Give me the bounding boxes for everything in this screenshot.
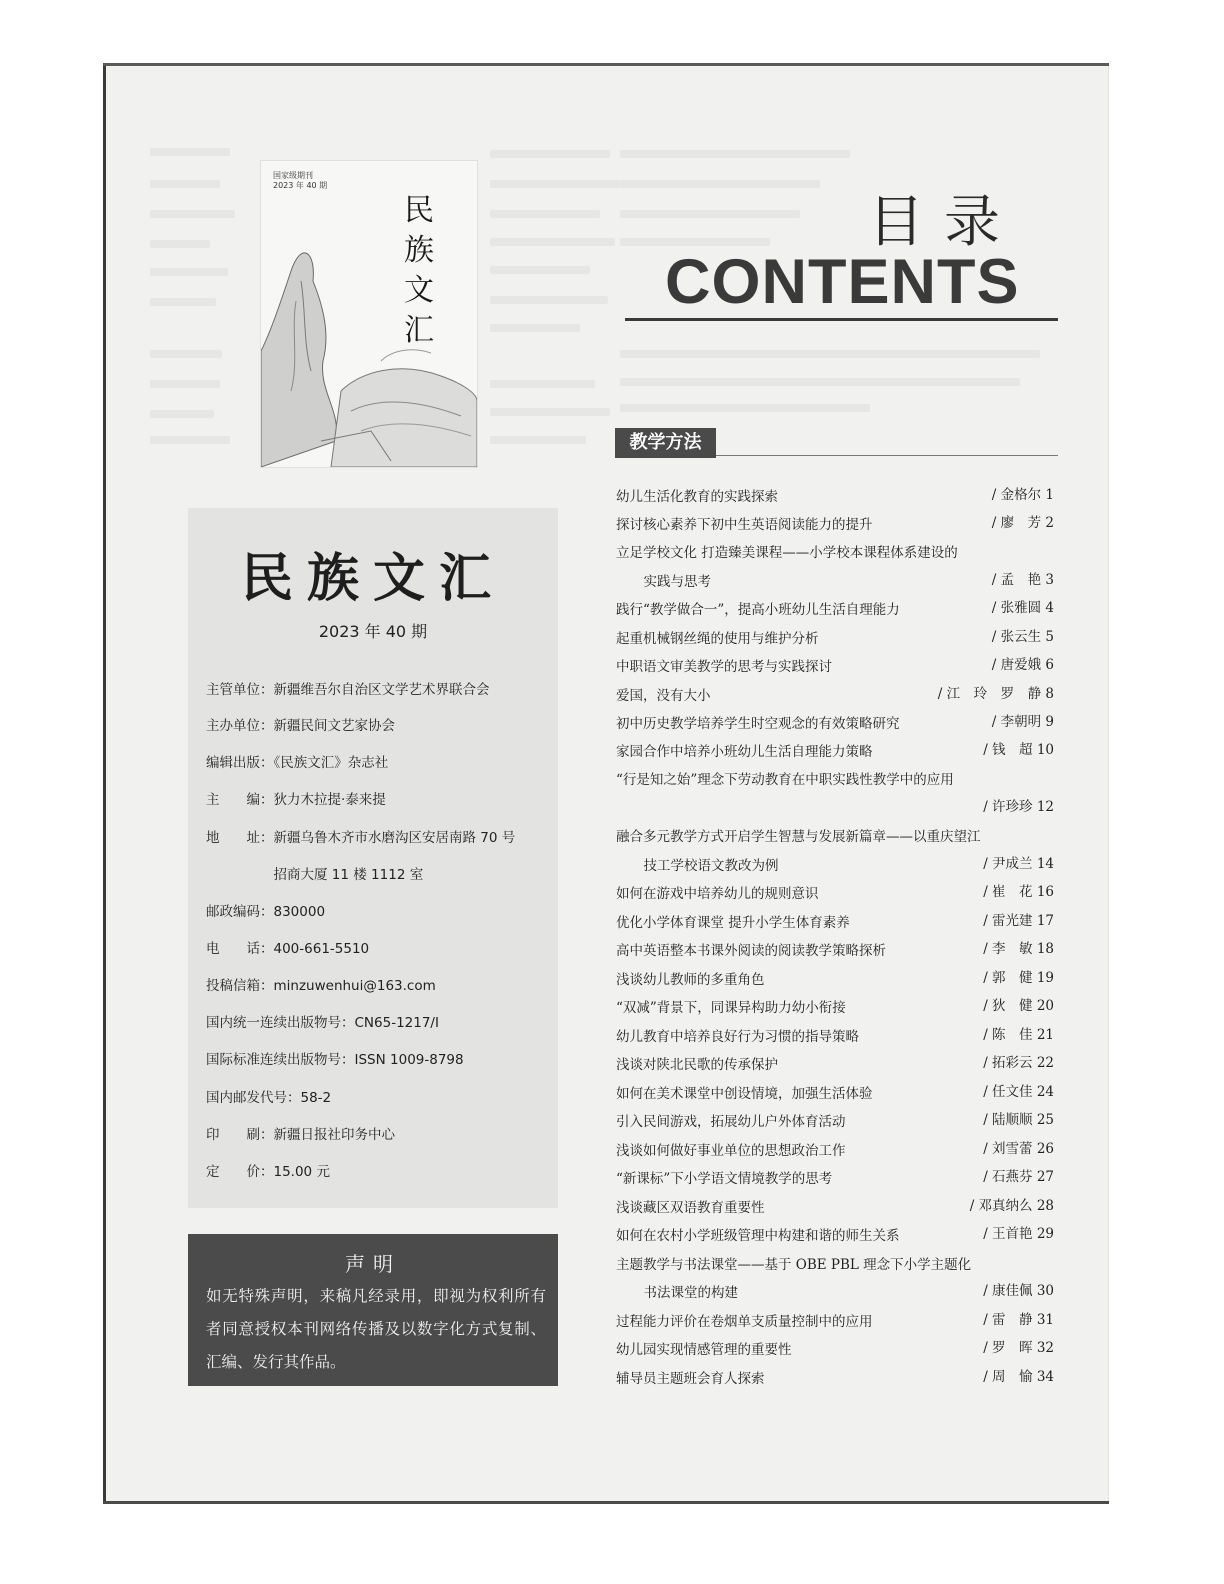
notice-body: 如无特殊声明，来稿凡经录用，即视为权利所有者同意授权本刊网络传播及以数字化方式复制、汇编、发行其作品。 [206, 1287, 546, 1371]
info-row: 邮政编码：830000 [206, 904, 326, 920]
toc-entry-title[interactable]: “双减”背景下，同课异构助力幼小衔接 [616, 1000, 846, 1016]
info-row: 主 编：狄力木拉提·泰来提 [206, 792, 386, 808]
toc-entry-title[interactable]: 高中英语整本书课外阅读的阅读教学策略探析 [616, 943, 886, 959]
toc-entry-author: / 任文佳 24 [983, 1084, 1054, 1100]
toc-entry-author: / 李 敏 18 [983, 941, 1054, 957]
toc-entry-title[interactable]: 主题教学与书法课堂——基于 OBE PBL 理念下小学主题化 [616, 1257, 972, 1273]
toc-entry-title[interactable]: 浅谈幼儿教师的多重角色 [616, 972, 765, 988]
toc-entry-author: / 石燕芬 27 [983, 1169, 1054, 1185]
toc-entry-author: / 尹成兰 14 [983, 856, 1054, 872]
contents-heading: CONTENTS [665, 247, 1020, 317]
info-row: 国内邮发代号：58-2 [206, 1090, 332, 1106]
section-divider [716, 455, 1058, 456]
toc-entry-title[interactable]: 如何在农村小学班级管理中构建和谐的师生关系 [616, 1228, 900, 1244]
info-row: 投稿信箱：minzuwenhui@163.com [206, 978, 436, 994]
info-row: 主管单位：新疆维吾尔自治区文学艺术界联合会 [206, 682, 490, 698]
toc-entry-title[interactable]: 起重机械钢丝绳的使用与维护分析 [616, 631, 819, 647]
section-tag: 教学方法 [615, 428, 716, 458]
heading-divider [625, 318, 1058, 321]
info-row: 主办单位：新疆民间文艺家协会 [206, 718, 395, 734]
toc-entry-author: / 拓彩云 22 [983, 1055, 1054, 1071]
toc-entry-title[interactable]: “行是知之始”理念下劳动教育在中职实践性教学中的应用 [616, 772, 954, 788]
page-edge-bottom [103, 1501, 1109, 1504]
toc-entry-title[interactable]: 融合多元教学方式开启学生智慧与发展新篇章——以重庆望江 [616, 829, 981, 845]
info-row: 招商大厦 11 楼 1112 室 [206, 867, 424, 883]
toc-entry-author: / 郭 健 19 [983, 970, 1054, 986]
toc-entry-author: / 江 玲 罗 静 8 [937, 686, 1054, 702]
toc-entry-title[interactable]: 幼儿园实现情感管理的重要性 [616, 1342, 792, 1358]
magazine-name: 民族文汇 [240, 548, 505, 609]
toc-entry-author: / 张云生 5 [991, 629, 1054, 645]
info-row: 电 话：400-661-5510 [206, 941, 370, 957]
toc-entry-title[interactable]: 如何在美术课堂中创设情境，加强生活体验 [616, 1086, 873, 1102]
cover-meta-line: 国家级期刊 [273, 171, 313, 180]
toc-entry-title[interactable]: 践行“教学做合一”，提高小班幼儿生活自理能力 [616, 602, 900, 618]
toc-entry-title[interactable]: 浅谈如何做好事业单位的思想政治工作 [616, 1143, 846, 1159]
toc-entry-title[interactable]: 过程能力评价在卷烟单支质量控制中的应用 [616, 1314, 873, 1330]
toc-entry-author: / 雷 静 31 [983, 1312, 1054, 1328]
toc-entry-title[interactable]: “新课标”下小学语文情境教学的思考 [616, 1171, 833, 1187]
toc-entry-title[interactable]: 立足学校文化 打造臻美课程——小学校本课程体系建设的 [616, 545, 958, 561]
toc-entry-title[interactable]: 浅谈藏区双语教育重要性 [616, 1200, 765, 1216]
toc-entry-author: / 邓真纳么 28 [969, 1198, 1054, 1214]
toc-entry-author: / 狄 健 20 [983, 998, 1054, 1014]
toc-entry-title[interactable]: 如何在游戏中培养幼儿的规则意识 [616, 886, 819, 902]
toc-entry-author: / 陆顺顺 25 [983, 1112, 1054, 1128]
cover-meta-line: 2023 年 40 期 [273, 181, 328, 190]
cover-artwork [261, 161, 477, 467]
toc-entry-author: / 康佳佩 30 [983, 1283, 1054, 1299]
info-row: 国内统一连续出版物号：CN65-1217/I [206, 1015, 439, 1031]
toc-entry-author: / 李朝明 9 [991, 714, 1054, 730]
toc-entry-author: / 周 愉 34 [983, 1369, 1054, 1385]
page-edge-left [103, 63, 106, 1504]
copyright-notice [188, 1234, 558, 1386]
info-row: 地 址：新疆乌鲁木齐市水磨沟区安居南路 70 号 [206, 830, 516, 846]
toc-entry-title[interactable]: 幼儿生活化教育的实践探索 [616, 489, 778, 505]
toc-entry-author: / 刘雪蕾 26 [983, 1141, 1054, 1157]
toc-entry-author: / 王首艳 29 [983, 1226, 1054, 1242]
toc-entry-author: / 唐爱娥 6 [991, 657, 1054, 673]
toc-entry-title[interactable]: 优化小学体育课堂 提升小学生体育素养 [616, 915, 850, 931]
toc-entry-title[interactable]: 探讨核心素养下初中生英语阅读能力的提升 [616, 517, 873, 533]
publication-info [188, 508, 558, 1208]
toc-entry-author: / 张雅圆 4 [991, 600, 1054, 616]
toc-entry-title[interactable]: 爱国，没有大小 [616, 688, 711, 704]
toc-entry-title[interactable]: 技工学校语文教改为例 [630, 858, 779, 874]
info-row: 印 刷：新疆日报社印务中心 [206, 1127, 395, 1143]
info-row: 编辑出版：《民族文汇》杂志社 [206, 755, 389, 771]
cover-title: 民族文汇 [404, 193, 434, 348]
info-row: 定 价：15.00 元 [206, 1164, 330, 1180]
toc-entry-title[interactable]: 引入民间游戏，拓展幼儿户外体育活动 [616, 1114, 846, 1130]
toc-entry-author: / 金格尔 1 [991, 487, 1054, 503]
toc-entry-title[interactable]: 辅导员主题班会育人探索 [616, 1371, 765, 1387]
cover-thumbnail [260, 160, 478, 468]
toc-entry-title[interactable]: 家园合作中培养小班幼儿生活自理能力策略 [616, 744, 873, 760]
toc-entry-author: / 罗 晖 32 [983, 1340, 1054, 1356]
toc-entry-title[interactable]: 中职语文审美教学的思考与实践探讨 [616, 659, 832, 675]
info-row: 国际标准连续出版物号：ISSN 1009-8798 [206, 1052, 464, 1068]
toc-entry-title[interactable]: 实践与思考 [630, 574, 711, 590]
toc-entry-author: / 许珍珍 12 [983, 799, 1054, 815]
notice-title: 声明 [345, 1252, 401, 1276]
cover-meta [273, 171, 327, 191]
toc-entry-author: / 崔 花 16 [983, 884, 1054, 900]
toc-entry-title[interactable]: 初中历史教学培养学生时空观念的有效策略研究 [616, 716, 900, 732]
toc-entry-author: / 孟 艳 3 [991, 572, 1054, 588]
page-edge-top [103, 63, 1109, 66]
mulu-heading: 目录 [868, 190, 1020, 255]
toc-entry-author: / 陈 佳 21 [983, 1027, 1054, 1043]
issue-number: 2023 年 40 期 [318, 622, 428, 641]
toc-entry-title[interactable]: 浅谈对陕北民歌的传承保护 [616, 1057, 778, 1073]
toc-entry-author: / 钱 超 10 [983, 742, 1054, 758]
toc-entry-title[interactable]: 幼儿教育中培养良好行为习惯的指导策略 [616, 1029, 859, 1045]
toc-entry-author: / 廖 芳 2 [991, 515, 1054, 531]
toc-entry-title[interactable]: 书法课堂的构建 [630, 1285, 738, 1301]
toc-entry-author: / 雷光建 17 [983, 913, 1054, 929]
